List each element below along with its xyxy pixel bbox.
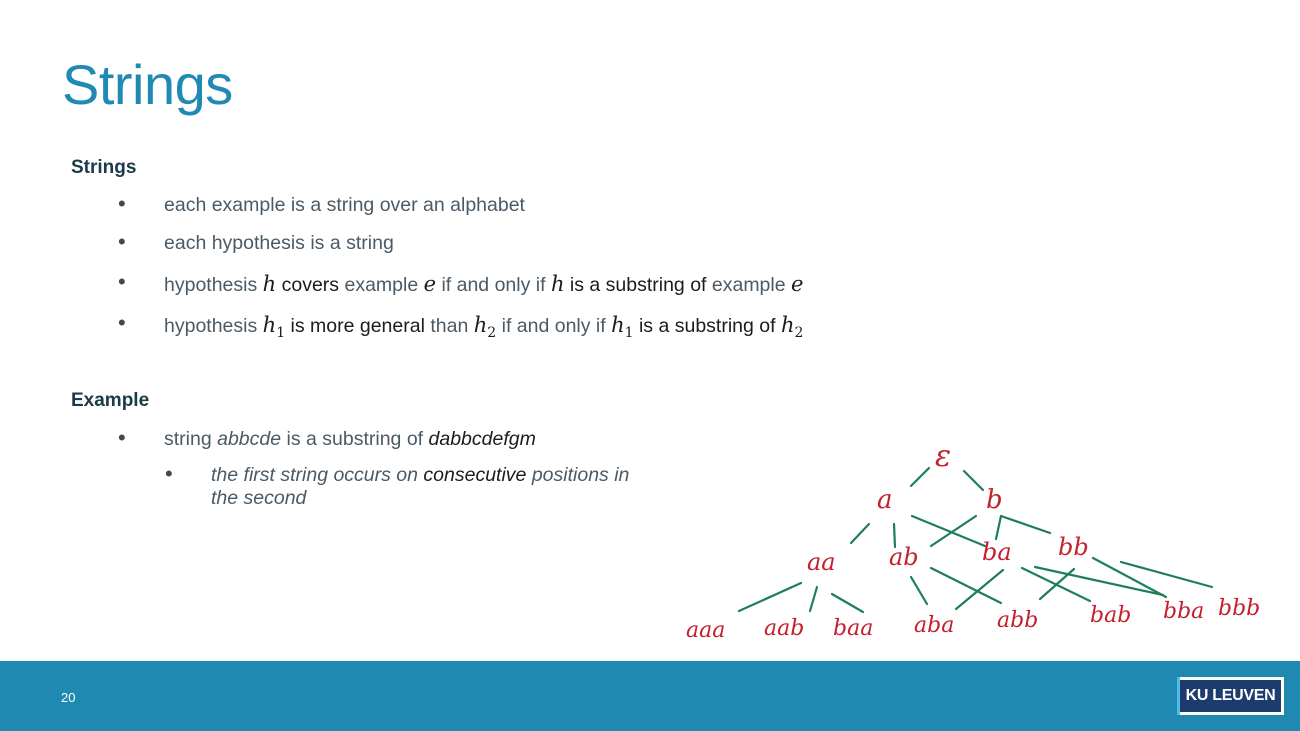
node-bbb: bbb	[1218, 596, 1261, 621]
page-number: 20	[61, 690, 76, 705]
footer-bar	[0, 661, 1300, 731]
node-aaa: aaa	[686, 618, 726, 643]
node-bba: bba	[1163, 599, 1205, 624]
node-root: ε	[935, 439, 952, 474]
bullet-dot: •	[118, 310, 126, 335]
section-heading-strings: Strings	[71, 157, 137, 178]
bullet-dot: •	[118, 425, 126, 450]
node-a: a	[877, 485, 893, 515]
bullet-dot: •	[118, 229, 126, 254]
node-ab: ab	[889, 543, 919, 571]
bullet-dot: •	[118, 191, 126, 216]
bullet-dot: •	[118, 269, 126, 294]
node-ba: ba	[982, 538, 1012, 566]
node-bb: bb	[1058, 533, 1089, 561]
node-bab: bab	[1090, 603, 1132, 628]
node-abb: abb	[997, 608, 1039, 633]
node-aa: aa	[807, 548, 836, 576]
lattice-edges	[739, 468, 1212, 612]
slide-title: Strings	[62, 53, 233, 116]
node-aab: aab	[764, 616, 805, 641]
section-heading-example: Example	[71, 390, 150, 411]
node-baa: baa	[833, 616, 874, 641]
ku-leuven-logo: KU LEUVEN	[1177, 677, 1284, 715]
node-b: b	[986, 485, 1003, 515]
node-aba: aba	[914, 613, 955, 638]
bullet-dot: •	[165, 461, 173, 486]
